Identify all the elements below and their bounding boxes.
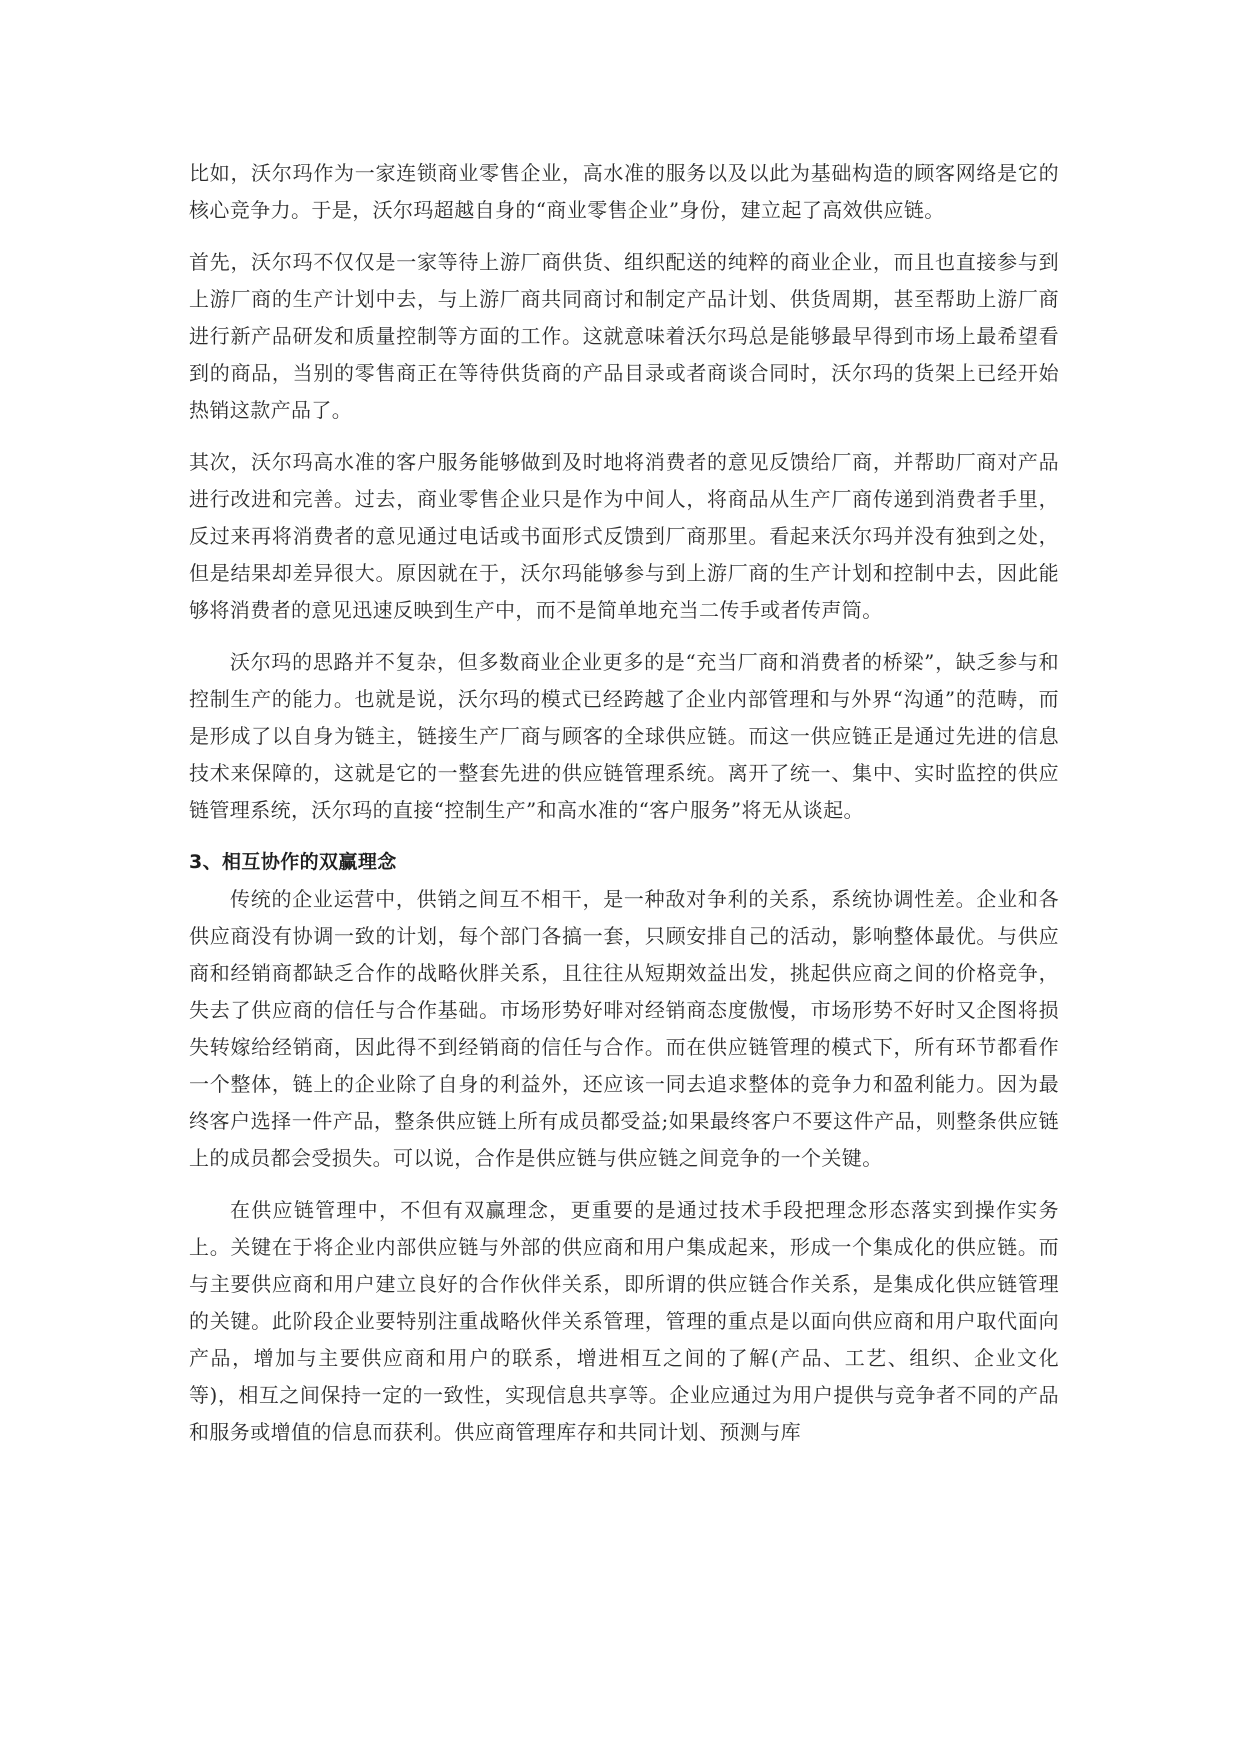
paragraph-second-point: 其次，沃尔玛高水准的客户服务能够做到及时地将消费者的意见反馈给厂商，并帮助厂商对产品进行改进和完善。过去，商业零售企业只是作为中间人，将商品从生产厂商传递到消费者手里，反过来再将消费者的意见通过电话或书面形式反馈到厂商那里。看起来沃尔玛并没有独到之处，但是结果却差异很大。原因就在于，沃尔玛能够参与到上游厂商的生产计划和控制中去，因此能够将消费者的意见迅速反映到生产中，而不是简单地充当二传手或者传声筒。 — [189, 450, 1059, 622]
paragraph-supply-chain-management: 在供应链管理中，不但有双赢理念，更重要的是通过技术手段把理念形态落实到操作实务上。关键在于将企业内部供应链与外部的供应商和用户集成起来，形成一个集成化的供应链。而与主要供应商和用户建立良好的合作伙伴关系，即所谓的供应链合作关系，是集成化供应链管理的关键。此阶段企业要特别注重战略伙伴关系管理，管理的重点是以面向供应商和用户取代面向产品，增加与主要供应商和用户的联系，增进相互之间的了解(产品、工艺、组织、企业文化等)，相互之间保持一定的一致性，实现信息共享等。企业应通过为用户提供与竞争者不同的产品和服务或增值的信息而获利。供应商管理库存和共同计划、预测与库 — [189, 1198, 1059, 1444]
paragraph-walmart-approach: 沃尔玛的思路并不复杂，但多数商业企业更多的是“充当厂商和消费者的桥梁”，缺乏参与和控制生产的能力。也就是说，沃尔玛的模式已经跨越了企业内部管理和与外界“沟通”的范畴，而是形成了以自身为链主，链接生产厂商与顾客的全球供应链。而这一供应链正是通过先进的信息技术来保障的，这就是它的一整套先进的供应链管理系统。离开了统一、集中、实时监控的供应链管理系统，沃尔玛的直接“控制生产”和高水准的“客户服务”将无从谈起。 — [189, 650, 1059, 822]
paragraph-walmart-example: 比如，沃尔玛作为一家连锁商业零售企业，高水准的服务以及以此为基础构造的顾客网络是它的核心竞争力。于是，沃尔玛超越自身的“商业零售企业”身份，建立起了高效供应链。 — [189, 161, 1059, 222]
paragraph-first-point: 首先，沃尔玛不仅仅是一家等待上游厂商供货、组织配送的纯粹的商业企业，而且也直接参与到上游厂商的生产计划中去，与上游厂商共同商讨和制定产品计划、供货周期，甚至帮助上游厂商进行新产品研发和质量控制等方面的工作。这就意味着沃尔玛总是能够最早得到市场上最希望看到的商品，当别的零售商正在等待供货商的产品目录或者商谈合同时，沃尔玛的货架上已经开始热销这款产品了。 — [189, 250, 1059, 422]
paragraph-traditional-operations: 传统的企业运营中，供销之间互不相干，是一种敌对争利的关系，系统协调性差。企业和各供应商没有协调一致的计划，每个部门各搞一套，只顾安排自己的活动，影响整体最优。与供应商和经销商都缺乏合作的战略伙胖关系，且往往从短期效益出发，挑起供应商之间的价格竞争，失去了供应商的信任与合作基础。市场形势好啡对经销商态度傲慢，市场形势不好时又企图将损失转嫁给经销商，因此得不到经销商的信任与合作。而在供应链管理的模式下，所有环节都看作一个整体，链上的企业除了自身的利益外，还应该一同去追求整体的竞争力和盈利能力。因为最终客户选择一件产品，整条供应链上所有成员都受益;如果最终客户不要这件产品，则整条供应链上的成员都会受损失。可以说，合作是供应链与供应链之间竞争的一个关键。 — [189, 887, 1059, 1170]
document-body — [189, 155, 1059, 1451]
section-heading-3: 3、相互协作的双赢理念 — [189, 851, 397, 873]
